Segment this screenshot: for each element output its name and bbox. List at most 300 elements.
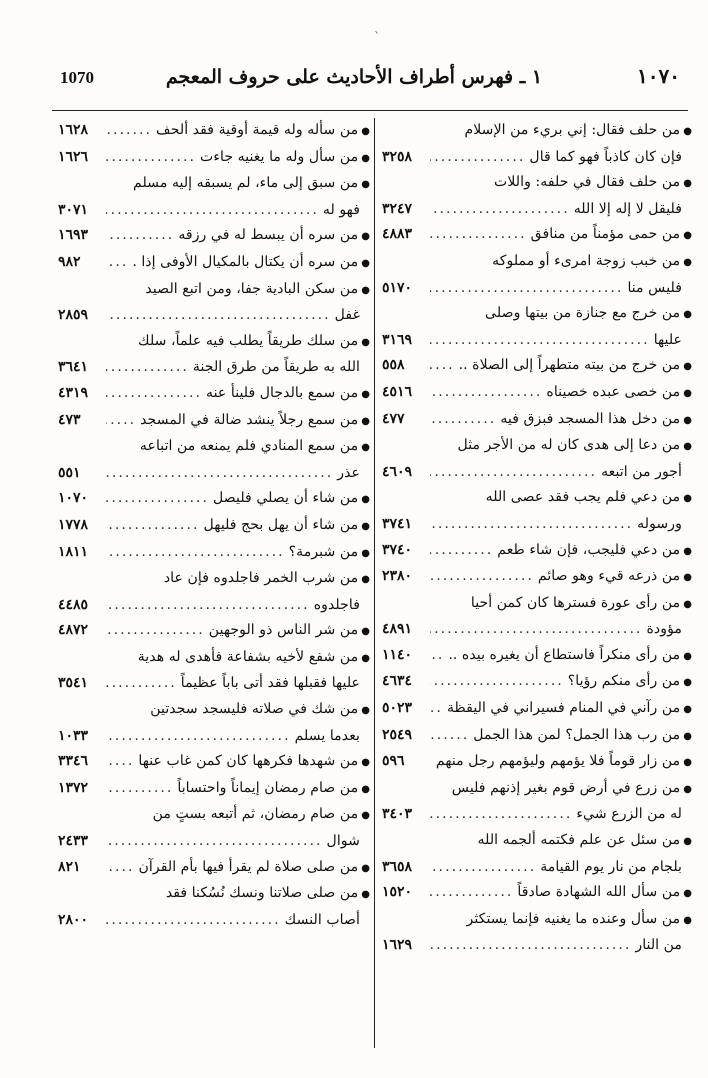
index-entry — [58, 250, 370, 277]
index-entry — [58, 513, 370, 540]
bullet-icon: ● — [361, 388, 370, 400]
hadith-number: ٤٣١٩ — [58, 384, 89, 401]
leader-dots — [106, 198, 319, 224]
entry-line — [58, 645, 370, 672]
entry-line — [58, 513, 370, 540]
entry-text: غفل — [334, 307, 360, 324]
index-entry — [382, 433, 692, 485]
bullet-icon: ● — [683, 757, 692, 769]
entry-text: من شفع لأخيه بشفاعة فأهدى له هدية — [137, 648, 359, 665]
leader-dots — [430, 802, 572, 828]
hadith-number: ٩٨٢ — [58, 253, 81, 270]
bullet-icon: ● — [361, 494, 370, 506]
index-entry — [58, 223, 370, 250]
entry-text: أصاب النسك — [284, 911, 360, 928]
leader-dots — [106, 776, 173, 802]
hadith-number: ٥١٧٠ — [382, 279, 413, 296]
index-entry — [382, 696, 692, 723]
entry-text: من صام رمضان إيماناً واحتساباً — [177, 779, 359, 796]
entry-line — [58, 250, 370, 277]
entry-line — [58, 171, 370, 198]
index-entry — [382, 407, 692, 434]
entry-line — [58, 881, 370, 908]
entry-line — [58, 855, 370, 882]
bullet-icon: ● — [683, 441, 692, 453]
leader-dots — [106, 250, 128, 276]
hadith-number: ٥٩٦ — [382, 753, 405, 770]
bullet-icon: ● — [361, 783, 370, 795]
entry-line — [382, 197, 692, 223]
leader-dots — [106, 855, 135, 881]
entry-line — [58, 145, 370, 172]
entry-line — [58, 540, 370, 567]
bullet-icon: ● — [683, 914, 692, 926]
entry-text: من رآني في المنام فسيراني في اليقظة — [446, 700, 681, 717]
entry-text: من شرب الخمر فاجلدوه فإن عاد — [163, 570, 359, 587]
entry-text: من شبرمة؟ — [288, 543, 359, 560]
index-entry — [382, 485, 692, 537]
leader-dots — [106, 724, 291, 750]
entry-text: من صلى صلاة لم يقرأ فيها بأم القرآن — [138, 858, 359, 875]
entry-line — [382, 328, 692, 354]
entry-text: من سمع بالدجال فلينأ عنه — [206, 384, 359, 401]
leader-dots — [106, 408, 136, 434]
bullet-icon: ● — [361, 126, 370, 137]
entry-line — [382, 643, 692, 670]
right-column — [382, 118, 692, 959]
entry-text: له من الزرع شيء — [576, 806, 682, 823]
entry-line — [58, 697, 370, 724]
leader-dots — [430, 380, 542, 406]
entry-line — [382, 855, 692, 881]
entry-line — [382, 933, 692, 959]
entry-line — [382, 669, 692, 696]
bullet-icon: ● — [683, 650, 692, 662]
entry-text: فهو له — [322, 201, 360, 218]
leader-dots — [430, 880, 513, 906]
leader-dots — [430, 696, 443, 722]
hadith-number: ١٦٩٣ — [58, 227, 89, 244]
page-number-latin: 1070 — [60, 68, 94, 87]
entry-line — [58, 329, 370, 356]
bullet-icon: ● — [361, 179, 370, 191]
hadith-number: ٤٨٧٢ — [58, 622, 89, 639]
bullet-icon: ● — [361, 889, 370, 901]
index-entry — [58, 118, 370, 145]
leader-dots — [106, 118, 152, 144]
leader-dots — [430, 723, 469, 749]
index-entry — [382, 301, 692, 353]
running-title: ١ ـ فهرس أطراف الأحاديث على حروف المعجم — [165, 66, 543, 88]
entry-text: عذر — [337, 464, 360, 481]
entry-line — [382, 380, 692, 407]
entry-text: من خرج مع جنازة من بيتها وصلى — [485, 305, 681, 322]
header-rule — [52, 110, 688, 111]
entry-text: من ذرعه قيء وهو صائم — [537, 568, 681, 585]
index-entry — [58, 381, 370, 408]
index-entry — [58, 171, 370, 223]
index-entry — [58, 434, 370, 486]
entry-text: من حمى مؤمناً من منافق — [530, 226, 681, 243]
entry-text: من رب هذا الجمل؟ لمن هذا الجمل — [473, 726, 681, 743]
leader-dots — [106, 593, 310, 619]
entry-line — [382, 512, 692, 538]
hadith-number: ١٠٧٠ — [58, 490, 89, 507]
entry-line — [58, 118, 370, 145]
entry-text: من سئل عن علم فكتمه ألجمه الله — [477, 832, 681, 849]
entry-text: من خبب زوجة امرىء أو مملوكه — [492, 252, 681, 269]
entry-text: عليها — [653, 331, 682, 348]
leader-dots — [430, 460, 597, 486]
hadith-number: ٢٣٨٠ — [382, 568, 413, 585]
bullet-icon: ● — [361, 231, 370, 243]
leader-dots — [106, 829, 323, 855]
bullet-icon: ● — [683, 730, 692, 742]
entry-line — [382, 802, 692, 828]
entry-text: من سأل وعنده ما يغنيه فإنما يستكثر — [466, 910, 681, 927]
entry-text: من شاء أن يصلي فليصل — [213, 490, 359, 507]
index-entry — [58, 540, 370, 567]
leader-dots — [106, 223, 174, 249]
hadith-number: ٣٦٥٨ — [382, 858, 413, 875]
index-entry — [382, 643, 692, 670]
entry-text: من صام رمضان، ثم أتبعه بستٍ من — [152, 806, 359, 823]
entry-text: من خرج من بيته متطهراً إلى الصلاة .. — [458, 357, 681, 374]
bullet-icon: ● — [683, 783, 692, 795]
entry-text: من شر الناس ذو الوجهين — [208, 622, 359, 639]
bullet-icon: ● — [361, 520, 370, 532]
entry-text: من سمع رجلاً ينشد ضالة في المسجد — [140, 411, 359, 428]
index-entry — [58, 408, 370, 435]
entry-line — [382, 696, 692, 723]
hadith-number: ٣٣٤٦ — [58, 753, 89, 770]
leader-dots — [430, 538, 493, 564]
leader-dots — [106, 749, 134, 775]
index-entry — [382, 170, 692, 222]
index-entry — [58, 486, 370, 513]
leader-dots — [430, 407, 496, 433]
hadith-number: ٤٤٨٥ — [58, 596, 89, 613]
entry-text: من دخل هذا المسجد فبزق فيه — [500, 410, 681, 427]
index-entry — [382, 749, 692, 776]
bullet-icon: ● — [683, 309, 692, 321]
entry-line — [382, 222, 692, 249]
index-entry — [58, 645, 370, 697]
entry-text: من النار — [635, 937, 682, 954]
entry-text: فإن كان كاذباً فهو كما قال — [529, 148, 682, 165]
entry-line — [58, 381, 370, 408]
index-entry — [58, 145, 370, 172]
entry-line — [382, 776, 692, 803]
index-entry — [382, 776, 692, 828]
hadith-number: ٥٥٨ — [382, 357, 405, 374]
entry-line — [58, 566, 370, 593]
entry-text: من حلف فقال: إني بريء من الإسلام — [464, 122, 681, 138]
bullet-icon: ● — [683, 598, 692, 610]
bullet-icon: ● — [361, 336, 370, 348]
hadith-number: ٣٦٤١ — [58, 359, 89, 376]
hadith-number: ٣٢٤٧ — [382, 200, 413, 217]
leader-dots — [106, 355, 189, 381]
bullet-icon: ● — [361, 705, 370, 717]
entry-text: عليها فقبلها فقد أتى باباً عظيماً — [180, 675, 360, 692]
leader-dots — [430, 353, 455, 379]
entry-line — [58, 303, 370, 329]
index-entry — [58, 749, 370, 776]
index-entry — [382, 669, 692, 696]
leader-dots — [430, 564, 534, 590]
hadith-number: ٢٨٠٠ — [58, 911, 89, 928]
leader-dots — [430, 328, 650, 354]
leader-dots — [430, 222, 527, 248]
hadith-number: ١٨١١ — [58, 543, 89, 560]
hadith-number: ٤٦٠٩ — [382, 463, 413, 480]
entry-text: من شاء أن يهل بحج فليهل — [203, 516, 359, 533]
entry-line — [58, 776, 370, 803]
entry-text: ورسوله — [637, 515, 682, 532]
index-entry — [382, 723, 692, 750]
bullet-icon: ● — [683, 256, 692, 268]
entry-line — [382, 118, 692, 145]
hadith-number: ١٦٢٦ — [58, 148, 89, 165]
entry-line — [58, 618, 370, 645]
hadith-number: ١٠٣٣ — [58, 727, 89, 744]
hadith-number: ٣٧٤٠ — [382, 541, 413, 558]
bullet-icon: ● — [361, 284, 370, 296]
entry-text: من خصى عبده خصيناه — [546, 383, 681, 400]
hadith-number: ١١٤٠ — [382, 646, 413, 663]
bullet-icon: ● — [683, 704, 692, 716]
bullet-icon: ● — [683, 387, 692, 399]
entry-text: من رأى عورة فسترها كان كمن أحيا — [470, 594, 681, 611]
entry-line — [58, 277, 370, 304]
hadith-number: ١٥٢٠ — [382, 884, 413, 901]
leader-dots — [106, 618, 205, 644]
hadith-number: ٤٨٨٣ — [382, 226, 413, 243]
entry-line — [382, 723, 692, 750]
index-entry — [382, 880, 692, 907]
leader-dots — [106, 461, 333, 487]
entry-text: الله به طريقاً من طرق الجنة — [192, 359, 360, 376]
entry-line — [382, 460, 692, 486]
leader-dots — [106, 381, 202, 407]
hadith-number: ٨٢١ — [58, 858, 81, 875]
hadith-number: ٤٧٣ — [58, 411, 81, 428]
entry-line — [382, 485, 692, 512]
index-entry — [58, 855, 370, 882]
entry-line — [382, 538, 692, 565]
hadith-number: ٣٠٧١ — [58, 201, 89, 218]
index-entry — [58, 277, 370, 329]
hadith-number: ١٦٢٩ — [382, 937, 413, 954]
entry-line — [58, 671, 370, 697]
entry-text: من رأى منكراً فاستطاع أن يغيره بيده .. — [448, 646, 681, 663]
index-entry — [382, 564, 692, 591]
index-entry — [58, 618, 370, 645]
hadith-number: ٤٧٧ — [382, 410, 405, 427]
entry-text: بلجام من نار يوم القيامة — [540, 858, 682, 875]
leader-dots — [430, 197, 570, 223]
left-column — [58, 118, 370, 933]
bullet-icon: ● — [683, 414, 692, 426]
index-entry — [382, 222, 692, 249]
entry-line — [58, 749, 370, 776]
index-entry — [382, 380, 692, 407]
entry-text: من دعي فلم يجب فقد عصى الله — [485, 489, 681, 506]
entry-text: من سلك طريقاً يطلب فيه علماً، سلك — [138, 332, 359, 349]
bullet-icon: ● — [683, 545, 692, 557]
bullet-icon: ● — [683, 230, 692, 242]
entry-line — [382, 301, 692, 328]
bullet-icon: ● — [361, 257, 370, 269]
bullet-icon: ● — [361, 547, 370, 559]
index-entry — [382, 353, 692, 380]
leader-dots — [106, 513, 200, 539]
entry-text: من سمع المنادي فلم يمنعه من اتباعه — [139, 438, 359, 455]
bullet-icon: ● — [683, 178, 692, 190]
hadith-number: ٣٤٠٣ — [382, 806, 413, 823]
entry-text: من حلف فقال في حلفه: واللات — [493, 174, 681, 191]
entry-line — [382, 591, 692, 618]
hadith-number: ٤٨٩١ — [382, 621, 413, 638]
entry-text: من رأى منكم رؤيا؟ — [567, 673, 681, 690]
index-entry — [58, 566, 370, 618]
entry-line — [58, 408, 370, 435]
entry-text: مؤودة — [646, 621, 682, 638]
entry-line — [382, 564, 692, 591]
top-margin-mark: ˋ — [374, 30, 380, 44]
leader-dots — [106, 303, 331, 329]
hadith-number: ٥٥١ — [58, 464, 81, 481]
bullet-icon: ● — [361, 574, 370, 586]
entry-line — [382, 617, 692, 643]
entry-text: من سأله وله قيمة أوقية فقد ألحف — [156, 122, 359, 138]
entry-text: من دعا إلى هدى كان له من الأجر مثل — [457, 437, 681, 454]
leader-dots — [430, 643, 444, 669]
bullet-icon: ● — [683, 888, 692, 900]
bullet-icon: ● — [683, 836, 692, 848]
leader-dots — [430, 933, 631, 959]
index-entry — [382, 828, 692, 880]
entry-line — [382, 249, 692, 276]
leader-dots — [106, 671, 177, 697]
entry-line — [58, 486, 370, 513]
bullet-icon: ● — [361, 626, 370, 638]
entry-line — [58, 198, 370, 224]
entry-line — [382, 828, 692, 855]
leader-dots — [430, 145, 525, 171]
entry-line — [382, 433, 692, 460]
column-divider — [374, 118, 375, 1048]
entry-line — [58, 724, 370, 750]
entry-text: فليس منا — [627, 279, 682, 296]
bullet-icon: ● — [361, 862, 370, 874]
entry-text: أجور من اتبعه — [601, 463, 682, 480]
entry-text: من سكن البادية جفا، ومن اتبع الصيد — [145, 280, 359, 297]
entry-text: من زرع في أرض قوم بغير إذنهم فليس — [451, 779, 681, 796]
hadith-number: ٣١٦٩ — [382, 331, 413, 348]
index-entry — [58, 776, 370, 803]
entry-text: فليقل لا إله إلا الله — [573, 200, 682, 217]
bullet-icon: ● — [361, 652, 370, 664]
page-number-arabic: ١٠٧٠ — [637, 64, 680, 88]
entry-text: فاجلدوه — [313, 596, 360, 613]
bullet-icon: ● — [683, 677, 692, 689]
leader-dots — [106, 145, 196, 171]
index-entry — [382, 907, 692, 959]
hadith-number: ١٦٢٨ — [58, 122, 89, 138]
hadith-number: ٣٢٥٨ — [382, 148, 413, 165]
entry-text: من شك في صلاته فليسجد سجدتين — [150, 701, 359, 718]
entry-text: من سره أن يبسط له في رزقه — [178, 227, 359, 244]
bullet-icon: ● — [361, 152, 370, 164]
leader-dots — [106, 908, 281, 934]
entry-text: من زار قوماً فلا يؤمهم وليؤمهم رجل منهم — [435, 753, 681, 770]
index-entry — [58, 329, 370, 381]
entry-line — [58, 593, 370, 619]
bullet-icon: ● — [361, 442, 370, 454]
entry-text: من سره أن يكتال بالمكيال الأوفى إذا . — [132, 253, 359, 270]
entry-line — [58, 461, 370, 487]
hadith-number: ٣٧٤١ — [382, 515, 413, 532]
hadith-number: ٤٦٣٤ — [382, 673, 413, 690]
entry-line — [382, 907, 692, 934]
entry-text: من دعي فليجب، فإن شاء طعم — [497, 541, 681, 558]
entry-line — [382, 276, 692, 302]
bullet-icon: ● — [683, 572, 692, 584]
leader-dots — [430, 512, 633, 538]
page-header — [0, 60, 708, 104]
index-entry — [58, 881, 370, 933]
entry-line — [58, 802, 370, 829]
hadith-number: ٣٥٤١ — [58, 675, 89, 692]
hadith-number: ١٧٧٨ — [58, 516, 89, 533]
entry-text: من صلى صلاتنا ونسك نُسُكنا فقد — [165, 885, 359, 902]
leader-dots — [430, 669, 564, 695]
hadith-number: ٢٥٤٩ — [382, 726, 413, 743]
bullet-icon: ● — [361, 810, 370, 822]
leader-dots — [430, 749, 432, 775]
bullet-icon: ● — [683, 361, 692, 373]
entry-line — [382, 353, 692, 380]
entry-line — [382, 407, 692, 434]
entry-line — [382, 145, 692, 171]
index-entry — [58, 802, 370, 854]
entry-line — [58, 908, 370, 934]
entry-line — [58, 355, 370, 381]
leader-dots — [106, 486, 209, 512]
leader-dots — [430, 617, 642, 643]
bullet-icon: ● — [683, 493, 692, 505]
entry-line — [58, 434, 370, 461]
entry-text: من سأل وله ما يغنيه جاءت — [200, 148, 359, 165]
hadith-number: ١٣٧٢ — [58, 779, 89, 796]
bullet-icon: ● — [361, 415, 370, 427]
entry-text: من سأل الله الشهادة صادقاً — [517, 884, 681, 901]
entry-text: من شهدها فكرهها كان كمن غاب عنها — [138, 753, 359, 770]
bullet-icon: ● — [361, 757, 370, 769]
entry-line — [382, 749, 692, 776]
index-entry — [382, 249, 692, 301]
hadith-number: ٢٨٥٩ — [58, 307, 89, 324]
leader-dots — [430, 276, 623, 302]
hadith-number: ٥٠٢٣ — [382, 700, 413, 717]
leader-dots — [430, 855, 536, 881]
entry-text: من سبق إلى ماء، لم يسبقه إليه مسلم — [133, 175, 359, 192]
entry-line — [382, 170, 692, 197]
index-entry — [382, 591, 692, 643]
entry-line — [58, 223, 370, 250]
